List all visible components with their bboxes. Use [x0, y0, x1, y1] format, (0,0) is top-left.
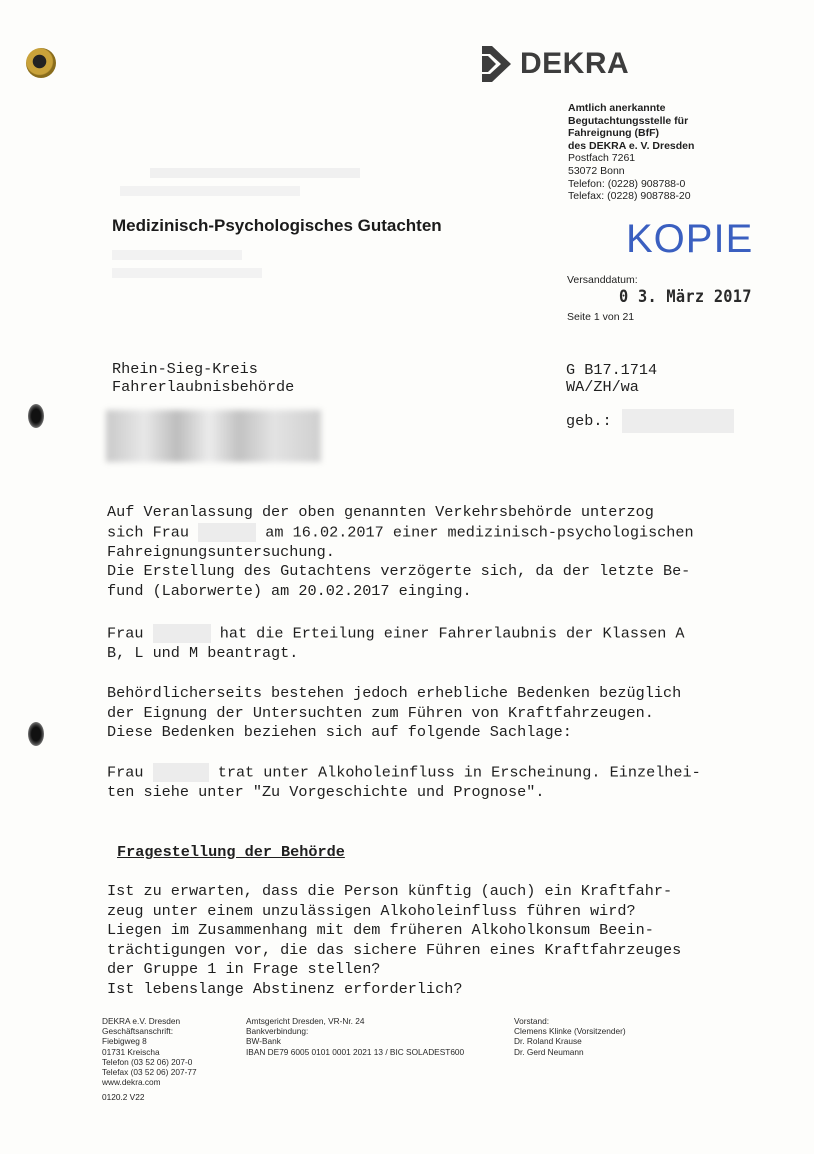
footer-line: Geschäftsanschrift: [102, 1026, 174, 1037]
paragraph-intro [107, 503, 694, 601]
office-line: Begutachtungsstelle für [568, 114, 689, 127]
footer-board [514, 1016, 626, 1057]
case-number: G B17.1714 [566, 361, 658, 379]
text-line [107, 523, 694, 543]
dispatch-date-stamp: 0 3. März 2017 [619, 287, 752, 307]
redacted-name [198, 523, 256, 542]
footer-line: 01731 Kreischa [102, 1046, 160, 1057]
text-line: fund (Laborwerte) am 20.02.2017 einging. [107, 581, 472, 600]
show-through-mark [112, 268, 262, 278]
redacted-name [153, 763, 209, 782]
office-line: Fahreignung (BfF) [568, 127, 659, 140]
paragraph-concerns [107, 684, 681, 743]
footer-registry-bank [246, 1016, 464, 1057]
footer-line: Telefon (03 52 06) 207-0 [102, 1056, 193, 1067]
redacted-birth-date [622, 409, 734, 433]
birth-date-label: geb.: [566, 412, 612, 430]
footer-line: Bankverbindung: [246, 1026, 309, 1037]
punch-hole-lower [28, 722, 44, 746]
text-line: ten siehe unter "Zu Vorgeschichte und Prognose". [107, 783, 545, 802]
office-line: 53072 Bonn [568, 164, 625, 177]
paragraph-application [107, 624, 685, 664]
recipient-line: Fahrerlaubnisbehörde [112, 378, 295, 396]
footer-line: DEKRA e.V. Dresden [102, 1016, 181, 1026]
footer-line: Amtsgericht Dresden, VR-Nr. 24 [246, 1016, 365, 1026]
text-line: Diese Bedenken beziehen sich auf folgende Sachlage: [107, 723, 572, 742]
footer-line: Telefax (03 52 06) 207-77 [102, 1067, 197, 1078]
question-line: der Gruppe 1 in Frage stellen? [107, 960, 381, 979]
text-line: der Eignung der Untersuchten zum Führen von Kraftfahrzeugen. [107, 703, 654, 722]
question-line: trächtigungen vor, die das sichere Führen eines Kraftfahrzeuges [107, 940, 682, 959]
office-line: Telefax: (0228) 908788-20 [568, 190, 691, 203]
redacted-address [106, 410, 321, 462]
paragraph-facts [107, 763, 701, 803]
text-line: Behördlicherseits bestehen jedoch erhebliche Bedenken bezüglich [107, 684, 682, 702]
copy-stamp: KOPIE [626, 217, 754, 261]
footer-line: www.dekra.com [102, 1077, 161, 1088]
text-line [107, 763, 701, 783]
section-heading: Fragestellung der Behörde [117, 843, 345, 861]
question-line: Ist lebenslange Abstinenz erforderlich? [107, 979, 463, 998]
recipient-line: Rhein-Sieg-Kreis [112, 360, 258, 378]
footer-line: Dr. Gerd Neumann [514, 1046, 584, 1057]
footer-line: Vorstand: [514, 1016, 550, 1026]
footer-line: Dr. Roland Krause [514, 1036, 582, 1047]
office-address-block [568, 102, 788, 203]
text-line: B, L und M beantragt. [107, 644, 299, 663]
question-line: zeug unter einem unzulässigen Alkoholeinfluss führen wird? [107, 901, 636, 920]
show-through-mark [150, 168, 360, 178]
author-initials: WA/ZH/wa [566, 378, 639, 396]
text-line: Die Erstellung des Gutachtens verzögerte sich, da der letzte Be- [107, 562, 691, 581]
show-through-mark [120, 186, 300, 196]
show-through-mark [112, 250, 242, 260]
logo-wordmark: DEKRA [520, 47, 630, 80]
text-segment: hat die Erteilung einer Fahrerlaubnis der Klassen A [219, 624, 685, 643]
office-line: Telefon: (0228) 908788-0 [568, 177, 686, 190]
text-line: Auf Veranlassung der oben genannten Verkehrsbehörde unterzog [107, 503, 654, 521]
recipient-address [112, 360, 294, 396]
dispatch-date-label: Versanddatum: [567, 274, 638, 286]
text-segment: Frau [107, 624, 144, 643]
footer-company-address [102, 1016, 197, 1087]
punch-hole-upper [28, 404, 44, 428]
office-line: Amtlich anerkannte [568, 102, 666, 114]
dekra-logo [478, 44, 629, 84]
text-line [107, 624, 685, 644]
reference-block [566, 362, 657, 396]
authority-questions [107, 882, 681, 1000]
text-segment: trat unter Alkoholeinfluss in Erscheinung. Einzelhei- [217, 763, 701, 782]
question-line: Ist zu erwarten, dass die Person künftig (auch) ein Kraftfahr- [107, 882, 673, 900]
footer-line: Clemens Klinke (Vorsitzender) [514, 1026, 626, 1037]
footer-line: Fiebigweg 8 [102, 1036, 147, 1047]
footer-line: IBAN DE79 6005 0101 0001 2021 13 / BIC SOLADEST600 [246, 1046, 465, 1057]
footer-line: BW-Bank [246, 1036, 281, 1047]
text-segment: am 16.02.2017 einer medizinisch-psychologischen [265, 523, 694, 542]
office-line: Postfach 7261 [568, 152, 636, 165]
document-title: Medizinisch-Psychologisches Gutachten [112, 216, 442, 235]
office-line: des DEKRA e. V. Dresden [568, 139, 695, 152]
form-version: 0120.2 V22 [102, 1092, 145, 1102]
text-line: Fahreignungsuntersuchung. [107, 542, 335, 561]
text-segment: Frau [107, 763, 144, 782]
question-line: Liegen im Zusammenhang mit dem früheren Alkoholkonsum Beein- [107, 921, 654, 940]
binder-rivet [26, 48, 56, 78]
text-segment: sich Frau [107, 523, 190, 542]
dekra-logo-mark-icon [478, 44, 514, 84]
page-info: Seite 1 von 21 [567, 311, 635, 323]
redacted-name [153, 624, 211, 643]
